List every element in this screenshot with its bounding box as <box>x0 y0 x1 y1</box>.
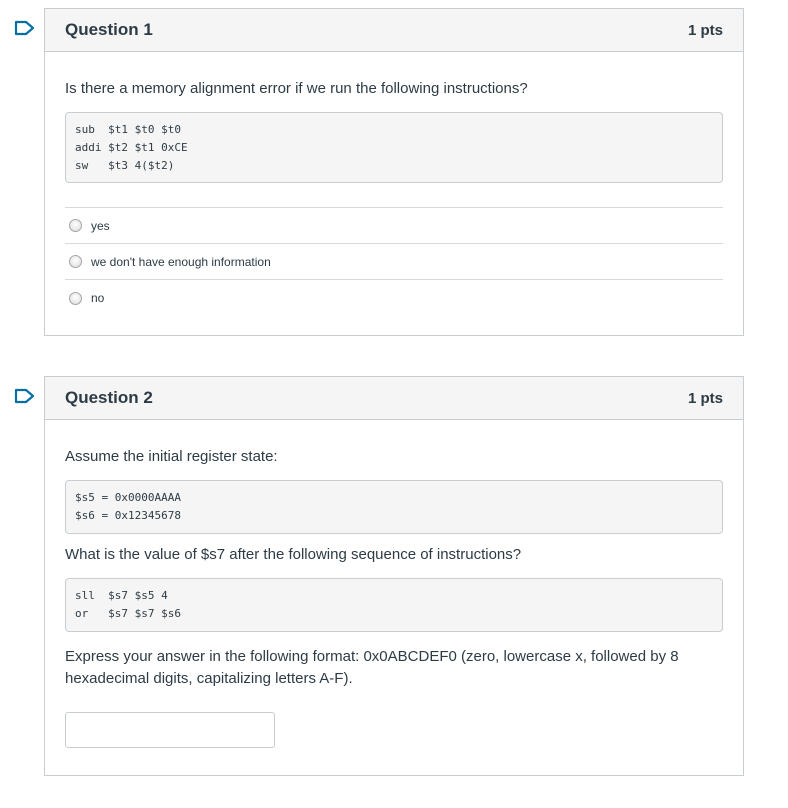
question-format-instructions: Express your answer in the following format: 0x0ABCDEF0 (zero, lowercase x, followed by 8 hexadecimal digits, capitalizing letters A-F). <box>65 648 679 687</box>
code-line: $s6 = 0x12345678 <box>75 509 181 522</box>
answer-list <box>65 207 723 316</box>
code-block-registers <box>65 480 723 534</box>
answer-option-not-enough-info[interactable] <box>65 244 723 280</box>
question-title: Question 1 <box>65 20 153 39</box>
question-points: 1 pts <box>687 389 723 407</box>
bookmark-flag-icon[interactable] <box>14 388 36 404</box>
answer-label: yes <box>91 218 110 233</box>
answer-label: we don't have enough information <box>91 254 271 269</box>
radio-button[interactable] <box>69 292 82 305</box>
code-line: or $s7 $s7 $s6 <box>75 607 181 620</box>
radio-button[interactable] <box>69 255 82 268</box>
question-header <box>45 9 743 52</box>
code-block-instructions <box>65 578 723 632</box>
question-title: Question 2 <box>65 388 153 407</box>
radio-button[interactable] <box>69 219 82 232</box>
answer-option-yes[interactable] <box>65 208 723 244</box>
question-2 <box>44 376 744 776</box>
question-prompt: Is there a memory alignment error if we run the following instructions? <box>65 80 528 97</box>
question-header <box>45 377 743 420</box>
code-block <box>65 112 723 183</box>
code-line: sll $s7 $s5 4 <box>75 589 168 602</box>
question-prompt: Assume the initial register state: <box>65 448 278 465</box>
code-line: sw $t3 4($t2) <box>75 159 175 172</box>
question-1 <box>44 8 744 336</box>
code-line: sub $t1 $t0 $t0 <box>75 123 181 136</box>
answer-input[interactable] <box>65 712 275 748</box>
bookmark-flag-icon[interactable] <box>14 20 36 36</box>
answer-label: no <box>91 291 105 305</box>
answer-option-no[interactable] <box>65 280 723 316</box>
question-prompt: What is the value of $s7 after the following sequence of instructions? <box>65 546 522 563</box>
code-line: $s5 = 0x0000AAAA <box>75 491 181 504</box>
question-points: 1 pts <box>687 21 723 39</box>
code-line: addi $t2 $t1 0xCE <box>75 141 188 154</box>
